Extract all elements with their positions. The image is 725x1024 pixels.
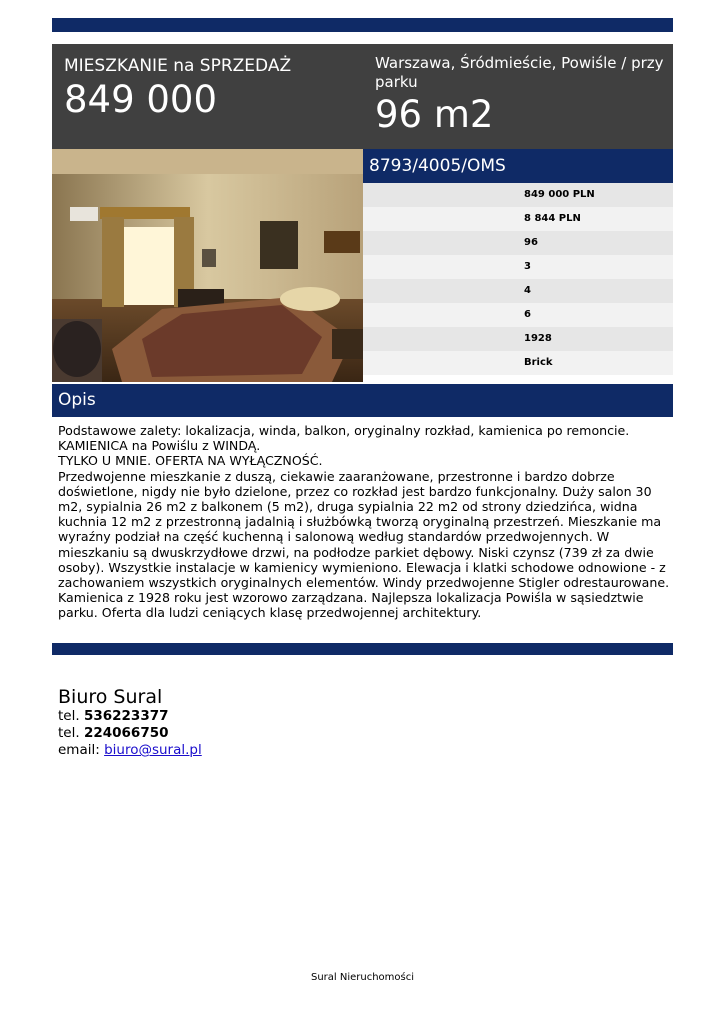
description-paragraph: KAMIENICA na Powiślu z WINDĄ. xyxy=(58,438,261,454)
property-photo xyxy=(52,149,363,382)
footer-text: Sural Nieruchomości xyxy=(310,972,415,983)
listing-header xyxy=(52,44,673,149)
email-label: email: xyxy=(58,742,100,758)
email-line xyxy=(58,742,202,759)
detail-row xyxy=(363,255,673,279)
phone-label: tel. xyxy=(58,708,80,724)
area: 96 m2 xyxy=(375,93,494,136)
detail-value: 96 xyxy=(524,237,538,248)
bottom-accent-bar xyxy=(52,643,673,655)
phone-label: tel. xyxy=(58,725,80,741)
detail-value: Brick xyxy=(524,357,553,368)
details-table xyxy=(363,183,673,375)
detail-row xyxy=(363,351,673,375)
description-paragraph: Podstawowe zalety: lokalizacja, winda, balkon, oryginalny rozkład, kamienica po remoncie. xyxy=(58,423,630,438)
price: 849 000 xyxy=(64,78,218,121)
detail-row xyxy=(363,207,673,231)
phone-number[interactable]: 536223377 xyxy=(83,708,169,724)
description-heading: Opis xyxy=(58,390,96,410)
contact-block xyxy=(58,686,202,759)
detail-value: 1928 xyxy=(524,333,552,344)
phone-number[interactable]: 224066750 xyxy=(83,725,169,741)
detail-value: 849 000 PLN xyxy=(524,189,595,200)
detail-row xyxy=(363,327,673,351)
detail-row xyxy=(363,303,673,327)
description-text xyxy=(58,423,670,621)
detail-row xyxy=(363,279,673,303)
detail-value: 4 xyxy=(524,285,531,296)
detail-value: 6 xyxy=(524,309,531,320)
offer-type: MIESZKANIE na SPRZEDAŻ xyxy=(64,56,292,76)
detail-value: 3 xyxy=(524,261,531,272)
description-paragraph: TYLKO U MNIE. OFERTA NA WYŁĄCZNOŚĆ. xyxy=(58,453,323,469)
description-heading-bar xyxy=(52,384,673,417)
email-link[interactable]: biuro@sural.pl xyxy=(104,742,202,758)
description-paragraph: Przedwojenne mieszkanie z duszą, ciekawie zaaranżowane, przestronne i bardzo dobrze doświetlone, nigdy nie było dzielone, przez co rozkład jest bardzo funkcjonalny. Duży salon 30 m2, sypialnia 26 m2 z balkonem (5 m2), druga sypialnia 22 m2 od strony dziedzińca, widna kuchnia 12 m2 z przestronną jadalnią i służbówką tworzą oryginalną przestrzeń. Mieszkanie ma wyraźny podział na część kuchenną i salonową według standardów przedwojennych. W mieszkaniu są dwuskrzydłowe drzwi, na podłodze parkiet dębowy. Niski czynsz (739 zł za dwie osoby). Wszystkie instalacje w kamienicy wymieniono. Elewacja i klatki schodowe odnowione - z zachowaniem wszystkich oryginalnych elementów. Windy przedwojenne Stigler odrestaurowane. Kamienica z 1928 roku jest wzorowo zarządzana. Najlepsza lokalizacja Powiśla w sąsiedztwie parku. Oferta dla ludzi ceniących klasę przedwojennej architektury. xyxy=(58,468,670,621)
reference-number: 8793/4005/OMS xyxy=(369,156,506,176)
location: Warszawa, Śródmieście, Powiśle / przy parku xyxy=(375,54,664,91)
detail-row xyxy=(363,231,673,255)
phone-line xyxy=(58,708,202,725)
reference-bar xyxy=(363,149,673,183)
agency-name: Biuro Sural xyxy=(58,686,163,708)
detail-value: 8 844 PLN xyxy=(524,213,581,224)
top-accent-bar xyxy=(52,18,673,32)
detail-row xyxy=(363,183,673,207)
phone-line xyxy=(58,725,202,742)
